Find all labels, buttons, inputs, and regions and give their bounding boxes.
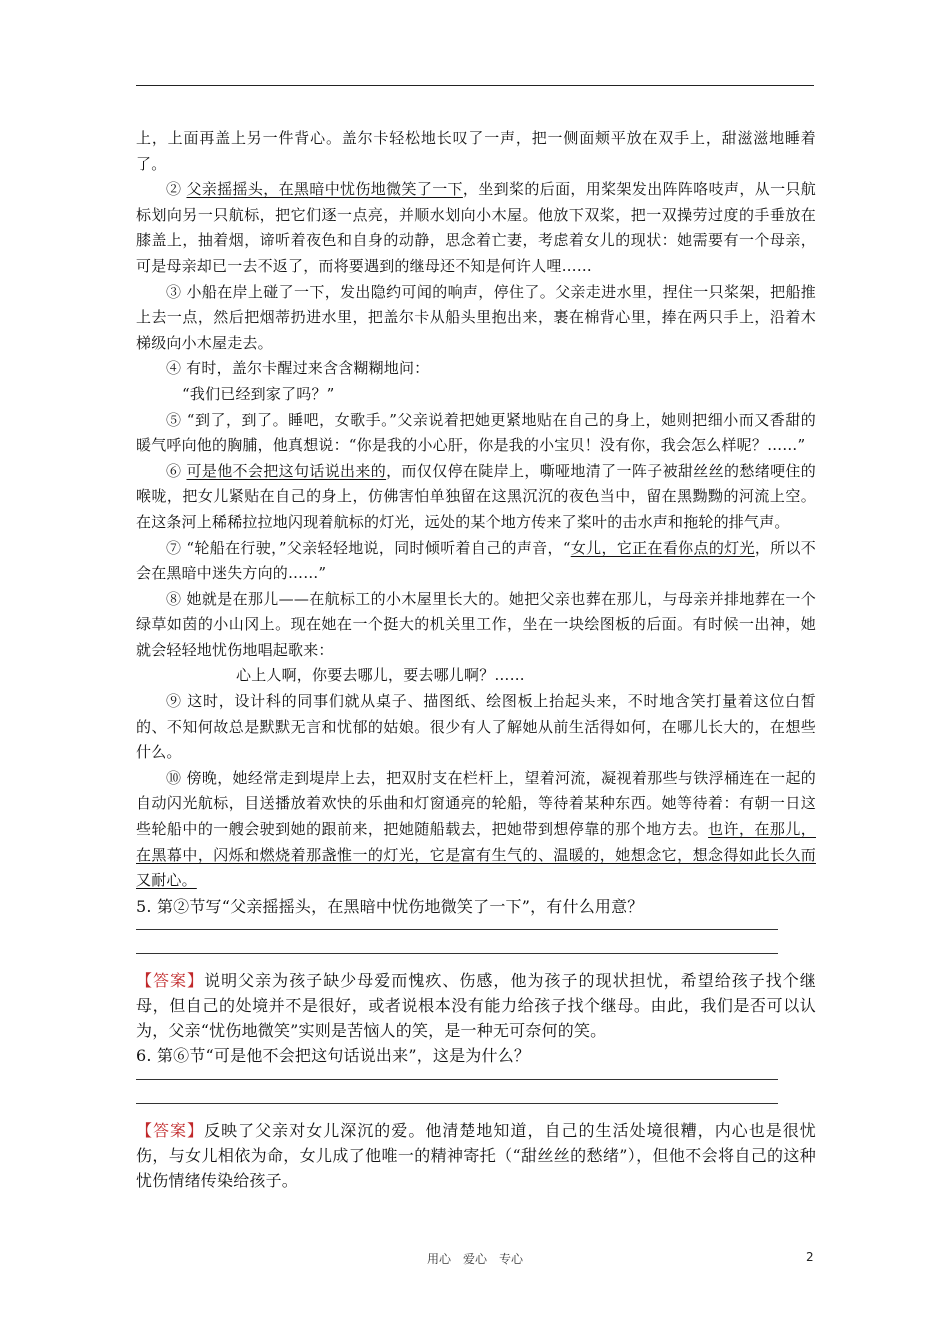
answer-blank-line [136, 1079, 778, 1080]
paragraph-6 [136, 459, 816, 536]
paragraph-4: ④ 有时，盖尔卡醒过来含含糊糊地问： [166, 359, 430, 378]
page-number: 2 [806, 1250, 814, 1264]
answer-tag: 【答案】 [136, 971, 205, 991]
paragraph-2-text: ，坐到桨的后面，用桨架发出阵阵咯吱声，从一只航标划向另一只航标，把它们逐一点亮，并顺水划向小木屋。他放下双桨，把一双操劳过度的手垂放在膝盖上，抽着烟，谛听着夜色和自身的动静，思念着亡妻，考虑着女儿的现状：她需要有一个母亲，可是母亲却已一去不返了，而将要遇到的继母还不知是何许人哩…… [136, 180, 816, 275]
underlined-phrase-light: 也许，在那儿，在黑幕中，闪烁和燃烧着那盏惟一的灯光，它是富有生气的、温暖的，她想念它，想念得如此长久而又耐心。 [136, 820, 816, 890]
underlined-phrase-not-say: 可是他不会把这句话说出来的 [186, 461, 387, 480]
paragraph-7 [136, 536, 816, 587]
header-rule [136, 85, 814, 86]
paragraph-1-tail: 上，上面再盖上另一件背心。盖尔卡轻松地长叹了一声，把一侧面颊平放在双手上，甜滋滋地睡着了。 [136, 129, 816, 173]
paragraph-7-text-a: ⑦ “轮船在行驶，”父亲轻轻地说，同时倾听着自己的声音，“ [166, 538, 571, 557]
paragraph-9: ⑨ 这时，设计科的同事们就从桌子、描图纸、绘图板上抬起头来，不时地含笑打量着这位白皙的、不知何故总是默默无言和忧郁的姑娘。很少有人了解她从前生活得如何，在哪儿长大的，在想些什么。 [136, 692, 816, 762]
answer-6-text: 反映了父亲对女儿深沉的爱。他清楚地知道，自己的生活处境很糟，内心也是很忧伤，与女儿相依为命，女儿成了他唯一的精神寄托（“甜丝丝的愁绪”），但他不会将自己的这种忧伤情绪传染给孩子。 [136, 1121, 816, 1190]
paragraph-6-number: ⑥ [166, 461, 187, 480]
paragraph-7-text-b: ，所以不会在黑暗中迷失方向的……” [136, 538, 817, 583]
answer-5-text: 说明父亲为孩子缺少母爱而愧疚、伤感，他为孩子的现状担忧，希望给孩子找个继母，但自己的处境并不是很好，或者说根本没有能力给孩子找个继母。由此，我们是否可以认为，父亲“忧伤地微笑”实则是苦恼人的笑，是一种无可奈何的笑。 [136, 971, 816, 1041]
paragraph-2-number: ② [166, 180, 187, 199]
paragraph-3: ③ 小船在岸上碰了一下，发出隐约可闻的响声，停住了。父亲走进水里，捏住一只桨架，把船推上去一点，然后把烟蒂扔进水里，把盖尔卡从船头里抱出来，裹在棉背心里，捧在两只手上，沿着木梯级向小木屋走去。 [136, 282, 816, 352]
answer-5 [136, 968, 816, 1043]
footer-word: 爱心 [462, 1252, 487, 1266]
paragraph-5: ⑤ “到了，到了。睡吧，女歌手。”父亲说着把她更紧地贴在自己的身上，她则把细小而又香甜的暖气呼向他的胸脯，他真想说：“你是我的小心肝，你是我的小宝贝！没有你，我会怎么样呢？……” [136, 410, 816, 455]
song-line: 心上人啊，你要去哪儿，要去哪儿啊？…… [236, 666, 525, 685]
answer-blank-line [136, 929, 778, 930]
paragraph-4-quote: “我们已经到家了吗？” [182, 384, 335, 403]
footer-word: 用心 [426, 1252, 451, 1266]
underlined-phrase-lamp: 女儿，它正在看你点的灯光 [570, 538, 755, 557]
answer-tag: 【答案】 [136, 1121, 205, 1140]
paragraph-10-text: ⑩ 傍晚，她经常走到堤岸上去，把双肘支在栏杆上，望着河流，凝视着那些与铁浮桶连在一起的自动闪光航标，目送播放着欢快的乐曲和灯窗通亮的轮船，等待着某种东西。她等待着：有朝一日这些轮船中的一艘会驶到她的跟前来，把她随船载去，把她带到想停靠的那个地方去。 [136, 768, 816, 839]
paragraph-8: ⑧ 她就是在那儿——在航标工的小木屋里长大的。她把父亲也葬在那儿，与母亲并排地葬在一个绿草如茵的小山冈上。现在她在一个挺大的机关里工作，坐在一块绘图板的后面。有时候一出神，她就会轻轻地忧伤地唱起歌来： [136, 589, 816, 659]
paragraph-2 [136, 177, 816, 279]
question-5: 5. 第②节写“父亲摇摇头，在黑暗中忧伤地微笑了一下”，有什么用意？ [136, 896, 644, 916]
paragraph-6-text: ，而仅仅停在陡岸上，嘶哑地清了一阵子被甜丝丝的愁绪哽住的喉咙，把女儿紧贴在自己的身上，仿佛害怕单独留在这黑沉沉的夜色当中，留在黑黝黝的河流上空。在这条河上稀稀拉拉地闪现着航标的灯光，远处的某个地方传来了桨叶的击水声和拖轮的排气声。 [136, 461, 816, 531]
footer-word: 专心 [499, 1252, 524, 1266]
paragraph-10 [136, 766, 816, 894]
answer-6 [136, 1118, 816, 1193]
underlined-phrase-father-smile: 父亲摇摇头，在黑暗中忧伤地微笑了一下 [186, 180, 463, 199]
page-body [136, 126, 816, 1193]
question-6: 6. 第⑥节“可是他不会把这句话说出来”，这是为什么？ [136, 1046, 531, 1066]
